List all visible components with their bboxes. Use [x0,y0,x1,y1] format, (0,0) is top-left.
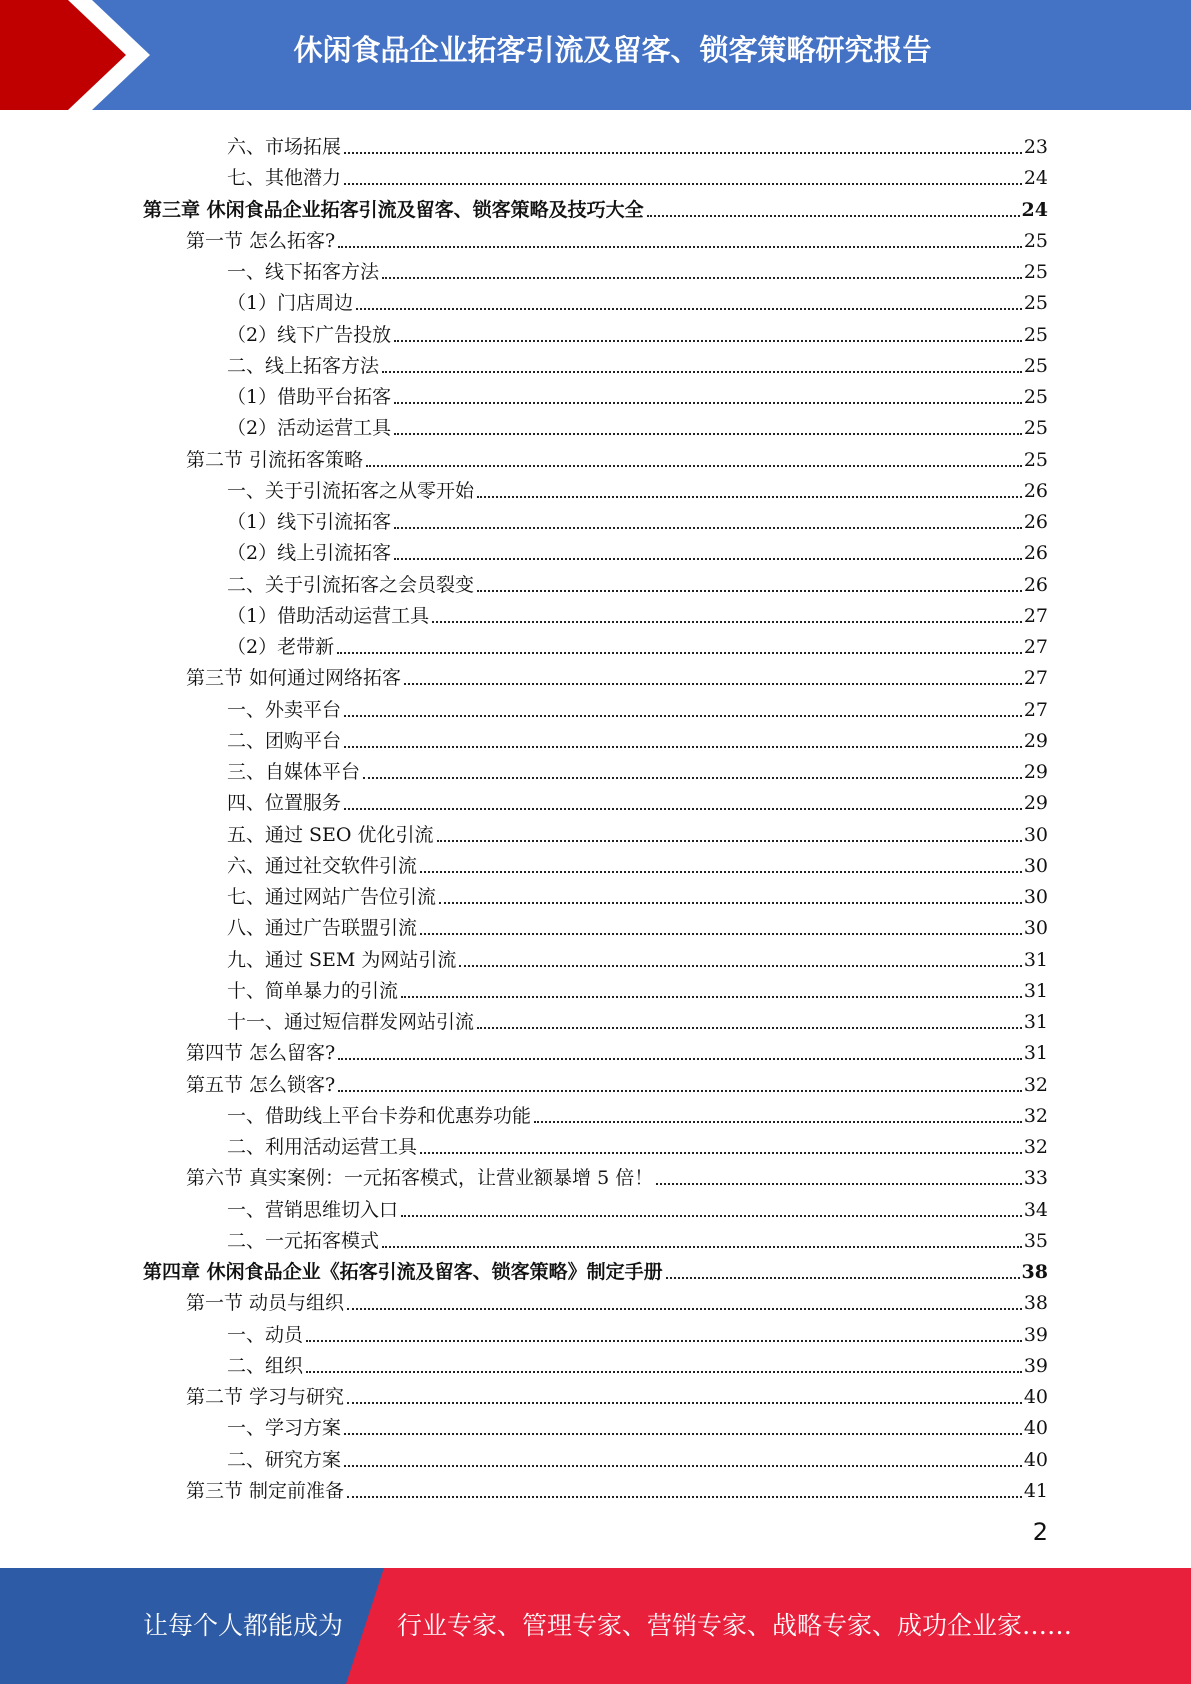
toc-entry-title: 四、位置服务 [227,792,342,815]
toc-section-entry[interactable] [186,1034,1048,1065]
toc-dot-leader [394,402,1022,404]
toc-entry-title: 第二节 引流拓客策略 [186,448,364,471]
toc-entry-title: 二、研究方案 [227,1448,342,1471]
toc-dot-leader [306,1340,1022,1342]
toc-entry-page: 27 [1023,604,1048,627]
toc-dot-leader [439,902,1022,904]
page-number: 2 [1032,1518,1048,1546]
toc-entry-title: 五、通过 SEO 优化引流 [227,823,434,846]
toc-dot-leader [647,215,1020,217]
toc-dot-leader [338,246,1022,248]
toc-entry-title: 十、简单暴力的引流 [227,979,399,1002]
toc-section-entry[interactable] [186,1066,1048,1097]
toc-entry-title: 七、其他潜力 [227,167,342,190]
footer-slogan-right: 行业专家、管理专家、营销专家、战略专家、成功企业家…… [397,1611,1073,1640]
toc-subsection-entry[interactable] [227,534,1048,565]
toc-entry-title: 一、学习方案 [227,1417,342,1440]
toc-entry-page: 32 [1023,1073,1048,1096]
toc-subsection-entry[interactable] [227,316,1048,347]
toc-subsection-entry[interactable] [227,597,1048,628]
toc-entry-title: 二、组织 [227,1354,304,1377]
toc-subsection-entry[interactable] [227,1316,1048,1347]
toc-entry-page: 40 [1023,1448,1048,1471]
page-footer [0,1568,1191,1684]
toc-subsection-entry[interactable] [227,847,1048,878]
footer-slogan-left: 让每个人都能成为 [143,1611,344,1640]
toc-subsection-entry[interactable] [227,503,1048,534]
toc-dot-leader [477,496,1022,498]
toc-subsection-entry[interactable] [227,347,1048,378]
toc-dot-leader [420,1152,1022,1154]
toc-entry-page: 24 [1021,198,1048,221]
toc-dot-leader [437,840,1022,842]
toc-dot-leader [356,308,1022,310]
toc-dot-leader [394,558,1022,560]
toc-dot-leader [344,1433,1022,1435]
toc-entry-title: 一、线下拓客方法 [227,261,380,283]
toc-entry-page: 32 [1023,1136,1048,1158]
toc-dot-leader [344,183,1022,185]
toc-entry-title: 一、外卖平台 [227,698,342,721]
toc-entry-page: 40 [1023,1417,1048,1440]
toc-entry-page: 39 [1023,1323,1048,1346]
toc-entry-page: 24 [1023,167,1048,190]
toc-entry-title: 一、动员 [227,1323,304,1346]
toc-entry-title: 一、关于引流拓客之从零开始 [227,479,475,502]
toc-dot-leader [401,996,1022,998]
toc-subsection-entry[interactable] [227,409,1048,440]
toc-entry-page: 41 [1023,1479,1048,1502]
toc-entry-title: 第三节 制定前准备 [186,1479,345,1502]
toc-entry-title: 六、市场拓展 [227,136,342,158]
toc-entry-title: 第五节 怎么锁客? [186,1073,336,1096]
toc-entry-page: 26 [1023,542,1048,565]
toc-entry-title: （2）线上引流拓客 [227,542,392,565]
toc-section-entry[interactable] [186,1284,1048,1315]
toc-entry-title: 一、营销思维切入口 [227,1198,399,1221]
toc-subsection-entry[interactable] [227,1191,1048,1222]
toc-entry-page: 31 [1023,948,1048,971]
toc-entry-page: 25 [1023,386,1048,408]
toc-subsection-entry[interactable] [227,972,1048,1003]
toc-subsection-entry[interactable] [227,784,1048,815]
toc-subsection-entry[interactable] [227,1441,1048,1472]
toc-subsection-entry[interactable] [227,1222,1048,1253]
toc-entry-title: （2）活动运营工具 [227,417,392,440]
toc-entry-title: （2）线下广告投放 [227,323,392,346]
toc-entry-page: 34 [1023,1198,1048,1221]
toc-dot-leader [382,277,1022,279]
toc-entry-page: 25 [1023,292,1048,315]
toc-entry-page: 38 [1023,1292,1048,1315]
toc-dot-leader [401,1215,1022,1217]
toc-entry-title: 第三章 休闲食品企业拓客引流及留客、锁客策略及技巧大全 [143,198,644,221]
toc-subsection-entry[interactable] [227,472,1048,503]
toc-dot-leader [347,1308,1022,1310]
toc-entry-page: 29 [1023,729,1048,752]
toc-dot-leader [656,1183,1022,1185]
toc-entry-page: 25 [1023,417,1048,440]
toc-section-entry[interactable] [186,222,1048,253]
toc-entry-page: 25 [1023,448,1048,471]
toc-entry-page: 33 [1023,1167,1048,1190]
toc-subsection-entry[interactable] [227,284,1048,315]
toc-subsection-entry[interactable] [227,941,1048,972]
toc-dot-leader [338,1058,1022,1060]
toc-dot-leader [420,933,1022,935]
toc-entry-title: 二、关于引流拓客之会员裂变 [227,573,475,596]
toc-entry-page: 30 [1023,823,1048,846]
toc-entry-page: 30 [1023,917,1048,940]
toc-section-entry[interactable] [186,1472,1048,1503]
toc-entry-page: 39 [1023,1354,1048,1377]
toc-subsection-entry[interactable] [227,1128,1048,1159]
toc-dot-leader [344,152,1022,154]
toc-entry-page: 32 [1023,1104,1048,1127]
toc-subsection-entry[interactable] [227,1097,1048,1128]
toc-subsection-entry[interactable] [227,159,1048,190]
toc-entry-title: 第四节 怎么留客? [186,1042,336,1065]
toc-subsection-entry[interactable] [227,128,1048,159]
toc-entry-page: 31 [1023,1011,1048,1033]
toc-entry-title: 二、一元拓客模式 [227,1229,380,1252]
toc-dot-leader [394,433,1022,435]
toc-subsection-entry[interactable] [227,909,1048,940]
toc-section-entry[interactable] [186,1378,1048,1409]
toc-subsection-entry[interactable] [227,1347,1048,1378]
toc-dot-leader [382,371,1022,373]
toc-dot-leader [337,652,1022,654]
toc-entry-page: 25 [1023,323,1048,346]
toc-dot-leader [344,746,1022,748]
toc-subsection-entry[interactable] [227,753,1048,784]
toc-dot-leader [534,1121,1022,1123]
toc-entry-title: 三、自媒体平台 [227,761,361,783]
toc-entry-page: 26 [1023,511,1048,533]
toc-entry-title: 六、通过社交软件引流 [227,854,418,877]
toc-entry-page: 26 [1023,479,1048,502]
toc-dot-leader [347,1496,1022,1498]
toc-section-entry[interactable] [186,1159,1048,1190]
toc-entry-page: 23 [1023,136,1048,158]
toc-entry-page: 25 [1023,229,1048,252]
toc-subsection-entry[interactable] [227,1409,1048,1440]
toc-subsection-entry[interactable] [227,722,1048,753]
page-header [0,0,1191,110]
toc-entry-title: （1）借助平台拓客 [227,386,392,408]
toc-entry-title: （1）借助活动运营工具 [227,604,430,627]
toc-dot-leader [306,1371,1022,1373]
toc-entry-title: 二、利用活动运营工具 [227,1136,418,1158]
toc-entry-title: 八、通过广告联盟引流 [227,917,418,940]
report-title: 休闲食品企业拓客引流及留客、锁客策略研究报告 [293,33,932,67]
toc-dot-leader [459,965,1021,967]
toc-entry-title: （1）线下引流拓客 [227,511,392,533]
toc-dot-leader [432,621,1022,623]
toc-entry-page: 25 [1023,354,1048,377]
toc-dot-leader [382,1246,1022,1248]
toc-entry-title: （2）老带新 [227,636,335,658]
toc-dot-leader [344,1465,1022,1467]
toc-dot-leader [338,1090,1022,1092]
toc-entry-page: 30 [1023,854,1048,877]
toc-entry-page: 31 [1023,1042,1048,1065]
toc-dot-leader [363,777,1022,779]
toc-entry-page: 31 [1023,979,1048,1002]
toc-entry-title: 第一节 怎么拓客? [186,229,336,252]
toc-section-entry[interactable] [186,659,1048,690]
toc-entry-title: 第六节 真实案例：一元拓客模式，让营业额暴增 5 倍！ [186,1167,654,1190]
toc-dot-leader [347,1402,1022,1404]
toc-subsection-entry[interactable] [227,816,1048,847]
toc-dot-leader [344,715,1022,717]
toc-chapter-entry[interactable] [143,1253,1048,1284]
toc-entry-page: 29 [1023,792,1048,815]
toc-dot-leader [666,1277,1020,1279]
toc-dot-leader [344,808,1022,810]
toc-entry-title: 九、通过 SEM 为网站引流 [227,948,457,971]
toc-entry-title: 一、借助线上平台卡券和优惠券功能 [227,1104,532,1127]
toc-entry-page: 29 [1023,761,1048,783]
toc-entry-page: 27 [1023,636,1048,658]
toc-entry-page: 27 [1023,698,1048,721]
toc-dot-leader [394,340,1022,342]
toc-entry-title: （1）门店周边 [227,292,354,315]
toc-entry-title: 二、线上拓客方法 [227,354,380,377]
toc-entry-page: 38 [1021,1261,1048,1283]
toc-entry-page: 27 [1023,667,1048,690]
toc-dot-leader [477,1027,1022,1029]
toc-chapter-entry[interactable] [143,191,1048,222]
toc-dot-leader [404,683,1022,685]
toc-dot-leader [420,871,1022,873]
toc-entry-page: 26 [1023,573,1048,596]
toc-subsection-entry[interactable] [227,253,1048,284]
toc-entry-page: 30 [1023,886,1048,908]
toc-dot-leader [394,527,1022,529]
toc-entry-title: 第一节 动员与组织 [186,1292,345,1315]
toc-subsection-entry[interactable] [227,378,1048,409]
toc-subsection-entry[interactable] [227,628,1048,659]
toc-dot-leader [477,590,1022,592]
toc-dot-leader [366,465,1022,467]
toc-entry-page: 35 [1023,1229,1048,1252]
toc-subsection-entry[interactable] [227,1003,1048,1034]
toc-section-entry[interactable] [186,441,1048,472]
toc-entry-page: 25 [1023,261,1048,283]
toc-subsection-entry[interactable] [227,878,1048,909]
toc-subsection-entry[interactable] [227,566,1048,597]
toc-entry-title: 二、团购平台 [227,729,342,752]
toc-entry-page: 40 [1023,1386,1048,1408]
toc-entry-title: 七、通过网站广告位引流 [227,886,437,908]
toc-entry-title: 第四章 休闲食品企业《拓客引流及留客、锁客策略》制定手册 [143,1261,663,1283]
toc-entry-title: 十一、通过短信群发网站引流 [227,1011,475,1033]
toc-entry-title: 第二节 学习与研究 [186,1386,345,1408]
toc-entry-title: 第三节 如何通过网络拓客 [186,667,402,690]
toc-subsection-entry[interactable] [227,691,1048,722]
